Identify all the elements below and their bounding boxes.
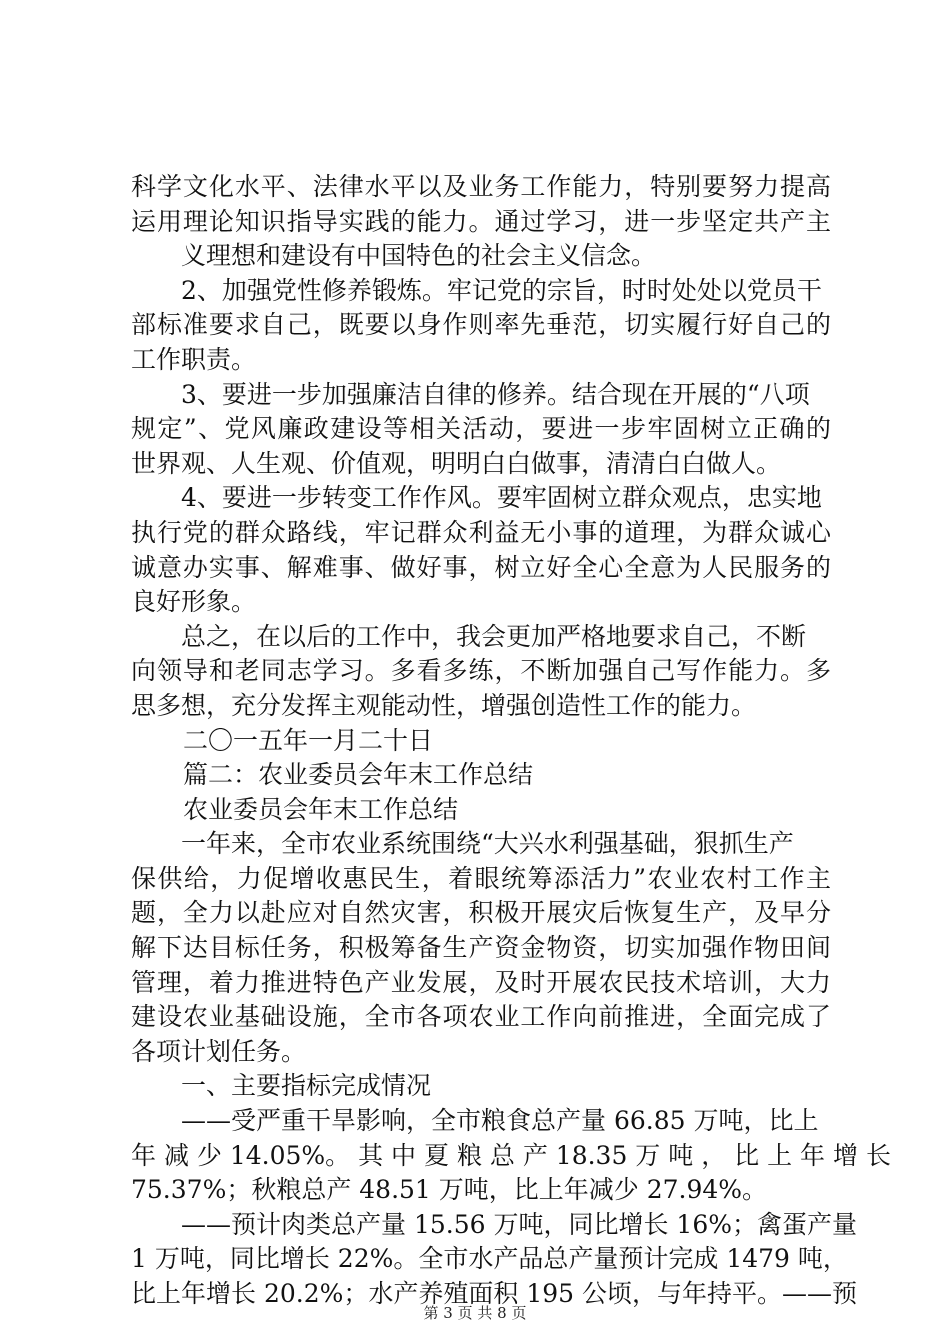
text-line: 3、要进一步加强廉洁自律的修养。结合现在开展的“八项 bbox=[181, 379, 810, 409]
text-line: 运用理论知识指导实践的能力。通过学习，进一步坚定共产主 bbox=[131, 206, 831, 236]
text-line: 良好形象。 bbox=[131, 587, 257, 617]
text-line: 比上年增长 20.2%；水产养殖面积 195 公顷，与年持平。——预 bbox=[131, 1279, 857, 1308]
text-line: 管理，着力推进特色产业发展，及时开展农民技术培训，大力 bbox=[131, 967, 831, 997]
text-line: 建设农业基础设施，全市各项农业工作向前推进，全面完成了 bbox=[131, 1002, 831, 1032]
text-line: 75.37%；秋粮总产 48.51 万吨，比上年减少 27.94%。 bbox=[131, 1175, 768, 1205]
text-line: 年 减 少 14.05%。 其 中 夏 粮 总 产 18.35 万 吨 ， 比 上 年 增 长 bbox=[131, 1140, 891, 1170]
text-line: 部标准要求自己，既要以身作则率先垂范，切实履行好自己的 bbox=[131, 310, 831, 340]
text-line: 总之，在以后的工作中，我会更加严格地要求自己，不断 bbox=[181, 621, 807, 651]
text-line: 1 万吨，同比增长 22%。全市水产品总产量预计完成 1479 吨， bbox=[131, 1244, 848, 1274]
section-title: 篇二：农业委员会年末工作总结 bbox=[183, 760, 534, 790]
date-line: 二〇一五年一月二十日 bbox=[183, 725, 434, 755]
text-line: 解下达目标任务，积极筹备生产资金物资，切实加强作物田间 bbox=[131, 933, 831, 963]
subheading: 一、主要指标完成情况 bbox=[181, 1071, 432, 1101]
text-line: 规定”、党风廉政建设等相关活动，要进一步牢固树立正确的 bbox=[131, 414, 831, 444]
text-line: ——预计肉类总产量 15.56 万吨，同比增长 16%；禽蛋产量 bbox=[181, 1209, 857, 1239]
text-line: 4、要进一步转变工作作风。要牢固树立群众观点，忠实地 bbox=[181, 483, 822, 513]
document-body bbox=[131, 170, 891, 1312]
page-footer: 第 3 页 共 8 页 bbox=[423, 1304, 527, 1322]
text-line: 科学文化水平、法律水平以及业务工作能力，特别要努力提高 bbox=[131, 172, 831, 201]
text-line: 一年来，全市农业系统围绕“大兴水利强基础，狠抓生产 bbox=[181, 829, 794, 859]
text-line: 义理想和建设有中国特色的社会主义信念。 bbox=[181, 241, 657, 271]
text-line: 工作职责。 bbox=[131, 344, 257, 374]
text-line: 各项计划任务。 bbox=[131, 1036, 307, 1066]
text-line: 题，全力以赴应对自然灾害，积极开展灾后恢复生产，及早分 bbox=[131, 898, 831, 928]
text-line: 诚意办实事、解难事、做好事，树立好全心全意为人民服务的 bbox=[131, 552, 831, 582]
text-line: 思多想，充分发挥主观能动性，增强创造性工作的能力。 bbox=[131, 690, 757, 720]
text-line: 向领导和老同志学习。多看多练，不断加强自己写作能力。多 bbox=[131, 656, 831, 686]
text-line: 执行党的群众路线，牢记群众利益无小事的道理，为群众诚心 bbox=[131, 517, 831, 547]
text-line: ——受严重干旱影响，全市粮食总产量 66.85 万吨，比上 bbox=[181, 1106, 819, 1136]
text-line: 2、加强党性修养锻炼。牢记党的宗旨，时时处处以党员干 bbox=[181, 275, 822, 305]
text-line: 保供给，力促增收惠民生，着眼统筹添活力”农业农村工作主 bbox=[131, 863, 831, 893]
text-line: 世界观、人生观、价值观，明明白白做事，清清白白做人。 bbox=[131, 448, 782, 478]
article-title: 农业委员会年末工作总结 bbox=[183, 794, 459, 824]
